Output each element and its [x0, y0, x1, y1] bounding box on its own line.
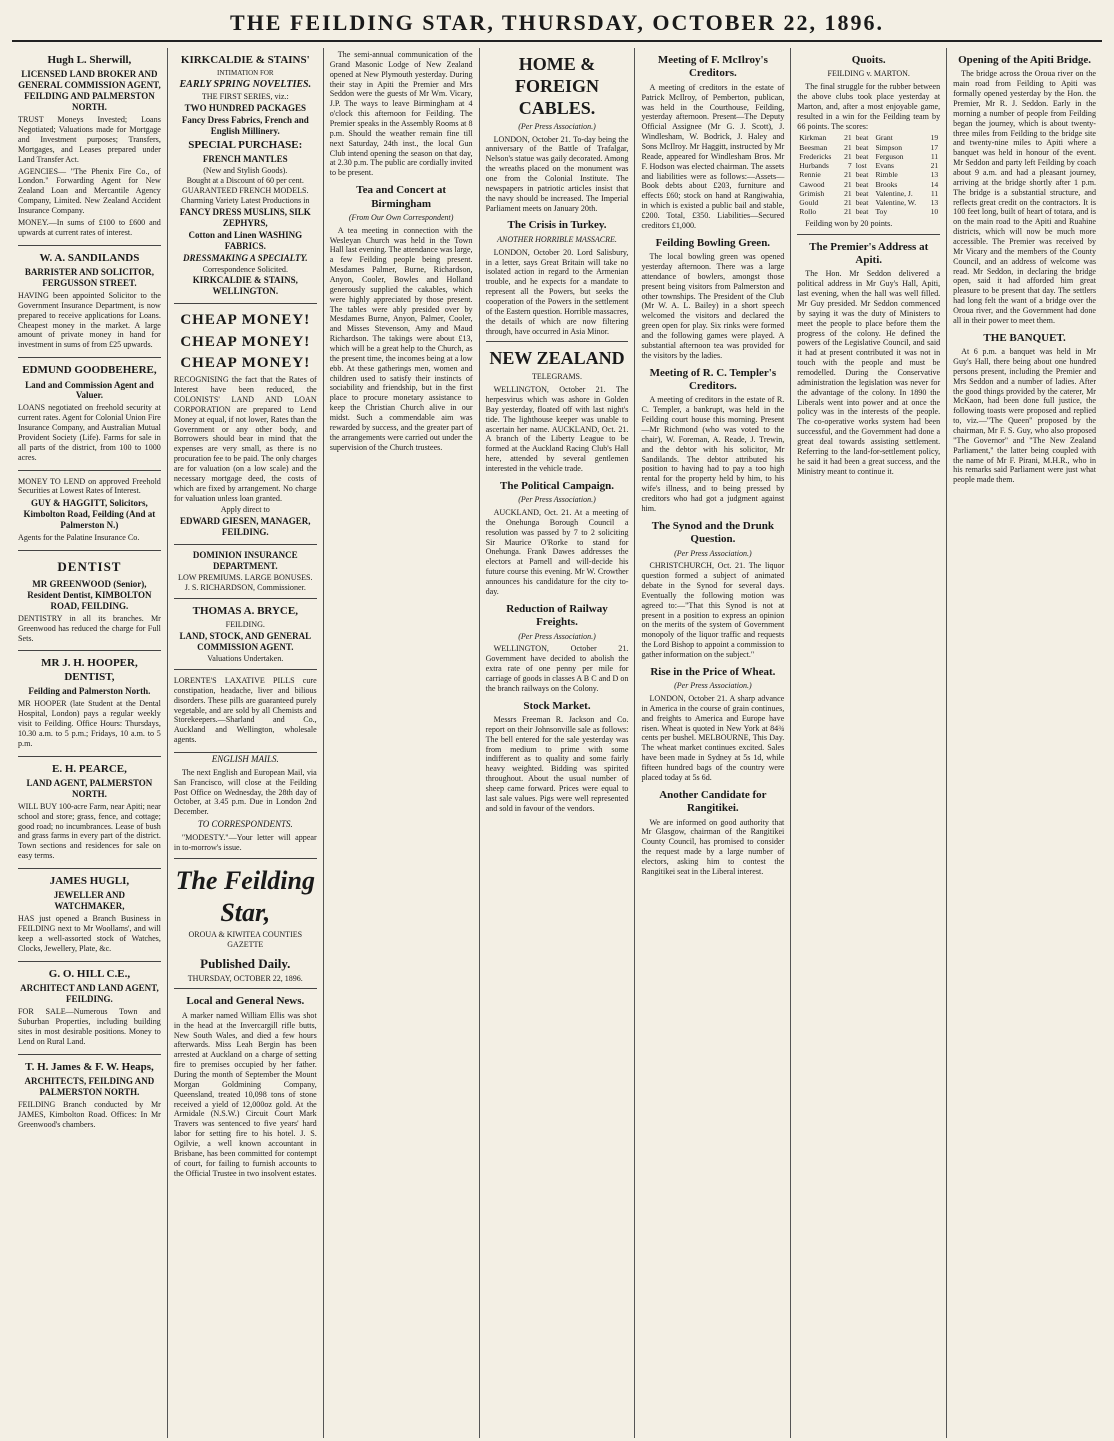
- ad-headline: CHEAP MONEY!: [180, 354, 311, 371]
- table-row: [797, 143, 940, 152]
- ad-line: Bought at a Discount of 60 per cent.: [186, 176, 304, 186]
- column-6: [791, 48, 947, 1438]
- published-daily: Published Daily.: [200, 955, 291, 971]
- section-heading: ENGLISH MAILS.: [211, 753, 279, 764]
- table-cell: Brooks: [875, 179, 898, 189]
- correspondents-text: "MODESTY."—Your letter will appear in to-morrow's issue.: [173, 833, 317, 853]
- table-cell: beat: [855, 170, 869, 180]
- table-cell: Grant: [875, 133, 893, 143]
- ad-hill: [18, 962, 161, 1055]
- ad-line: GUARANTEED FRENCH MODELS.: [181, 185, 309, 195]
- section-heading: The Political Campaign.: [500, 479, 614, 492]
- ad-title: Feilding and Palmerston North.: [28, 686, 151, 697]
- ad-headline: CHEAP MONEY!: [180, 333, 311, 350]
- section-subheading: ANOTHER HORRIBLE MASSACRE.: [497, 234, 617, 244]
- ad-pearce: [18, 757, 161, 870]
- section-subheading: (Per Press Association.): [518, 121, 596, 131]
- table-cell: 21: [844, 170, 852, 180]
- ad-body: RECOGNISING the fact that the Rates of Interest have been reduced, the COLONISTS' LAND AND LOAN CORPORATION are prepared to Lend Money at equal, if not lower, Rates than the Government or any other body, and Borrowers should bear in mind that the expenses are very small, as there is no procuration fee to be paid. The only charges are for valuation (on a low scale) and the necessary mortgage deed, the costs of which are fixed by arrangement. No charge for valuation unless loan granted.: [173, 375, 317, 503]
- ad-body: Valuations Undertaken.: [207, 654, 284, 664]
- section-heading: Quoits.: [851, 54, 886, 66]
- table-cell: 17: [930, 142, 939, 152]
- ad-name: G. O. HILL C.E.,: [48, 967, 131, 980]
- table-cell: 19: [930, 133, 939, 143]
- column-2: [168, 48, 324, 1438]
- news-text: A meeting of creditors in the estate of Patrick McIlroy, of Pemberton, publican, was held in the Courthouse, Feilding, yesterday afternoon. Present—The Deputy Official Assignee (Mr G. J. Scott), J. Windlesham, W. Bodrick, J. Haley and Sons McIlroy. Mr Haggitt, instructed by Mr Reade, appeared for Windlesham Bros. Mr F. Hodson was elected chairman. The assets and liabilities were as follows:—Assets—Book debts about £203, furniture and effects £60; stock on hand at Rangiwahia, in which is existed a public bail and stable, £200. Total, £350. Liabilities—Secured creditors £1,000.: [641, 82, 785, 230]
- news-text: We are informed on good authority that Mr Glasgow, chairman of the Rangitikei County Council, has promised to consider the request made by a large number of electors, asking him to contest the Rangitikei seat in the Liberal interest.: [641, 817, 785, 876]
- ad-name: THOMAS A. BRYCE,: [192, 604, 298, 617]
- section-subheading: (Per Press Association.): [518, 631, 596, 641]
- table-cell: beat: [855, 188, 869, 198]
- divider: [174, 858, 317, 859]
- ad-body: HAS just opened a Branch Business in FEILDING next to Mr Woollams', and will keep a well-assorted stock of Watches, Clocks, Jewellery, Plate, &c.: [18, 914, 161, 953]
- ad-title: BARRISTER AND SOLICITOR, FERGUSSON STREET.: [24, 267, 154, 288]
- ad-name: T. H. James & F. W. Heaps,: [25, 1060, 154, 1073]
- section-heading: The Synod and the Drunk Question.: [651, 519, 774, 546]
- table-cell: beat: [855, 133, 869, 143]
- section-subheading: (Per Press Association.): [674, 548, 752, 558]
- ad-title: ARCHITECTS, FEILDING AND PALMERSTON NORTH.: [24, 1075, 155, 1097]
- table-cell: beat: [855, 142, 869, 152]
- ad-name: KIRKCALDIE & STAINS': [180, 54, 310, 66]
- section-heading: Feilding Bowling Green.: [655, 236, 771, 249]
- table-cell: Gould: [799, 198, 819, 208]
- table-cell: beat: [855, 151, 869, 161]
- column-1: [12, 48, 168, 1438]
- news-text: LONDON, October 21. A sharp advance in America in the course of grain continues, and freights to America and Europe have risen. Wheat is quoted in New York at 84¾ cents per bushel. MELBOURNE, This Day. The wheat market continues excited. Sales have been made in Sydney at 5s 1d, while fifteen hundred bags of the country were placed today at 5s 6d.: [641, 694, 785, 782]
- ad-title: MONEY TO LEND on approved Freehold Securities at Lowest Rates of Interest.: [18, 476, 161, 496]
- table-row: [797, 170, 940, 179]
- divider: [486, 341, 629, 342]
- ad-sign: KIRKCALDIE & STAINS, WELLINGTON.: [192, 275, 298, 297]
- section-subheading: TELEGRAMS.: [532, 372, 582, 382]
- ad-agents: Agents for the Palatine Insurance Co.: [18, 533, 140, 543]
- table-row: [797, 161, 940, 170]
- ad-line: THE FIRST SERIES, viz.:: [201, 92, 289, 102]
- section-subheading: FEILDING v. MARTON.: [827, 69, 910, 79]
- table-cell: Ferguson: [875, 151, 904, 161]
- section-heading: TO CORRESPONDENTS.: [197, 819, 293, 830]
- table-row: [797, 180, 940, 189]
- ad-money: MONEY.—In sums of £100 to £600 and upwards at current rates of interest.: [18, 217, 161, 237]
- ad-line: (New and Stylish Goods).: [203, 166, 288, 176]
- news-text: At 6 p.m. a banquet was held in Mr Guy's Hall, there being about one hundred persons present, including the Premier and Mrs Seddon and a number of ladies. After the good things provided by the caterer, Mr McKaon, had been done full justice, the following toasts were proposed and replied to, viz.—"The Queen" proposed by the chairman, Mr F. S. Guy, who also proposed "The Governor" and "The New Zealand Parliament," the latter being coupled with the name of Mr F. Pirani, M.H.R., who in his remarks said Parliament were just what people made them.: [953, 347, 1097, 485]
- ad-name: E. H. PEARCE,: [51, 762, 127, 775]
- ad-guy-haggitt: [18, 471, 161, 551]
- ad-loc: FEILDING.: [225, 620, 265, 630]
- table-cell: 21: [844, 151, 852, 161]
- table-cell: Fredericks: [799, 151, 832, 161]
- table-cell: beat: [855, 179, 869, 189]
- section-heading: Meeting of R. C. Templer's Creditors.: [649, 366, 777, 392]
- section-heading: Reduction of Railway Freights.: [506, 602, 608, 629]
- ad-name: Hugh L. Sherwill,: [47, 54, 132, 66]
- section-heading: Another Candidate for Rangitikei.: [659, 788, 767, 815]
- news-text: CHRISTCHURCH, Oct. 21. The liquor question formed a subject of animated debate in the Synod for several days. Eventually the following motion was agreed to:—"That this Synod is not at present in a position to express an opinion on the merits of the system of Government monopoly of the liquor traffic and requests the Lord Bishop to appoint a commission to gather information on the subject.": [641, 561, 785, 659]
- ad-name: EDMUND GOODBEHERE,: [22, 364, 157, 377]
- table-cell: beat: [855, 207, 869, 217]
- table-cell: 21: [844, 179, 852, 189]
- section-heading: Opening of the Apiti Bridge.: [958, 54, 1092, 66]
- ad-body: LOANS negotiated on freehold security at current rates. Agent for Colonial Union Fire Insurance Company, and Australian Mutual Provident Society (Life). Farms for sale in all parts of the district, from 100 to 1000 acres.: [18, 403, 161, 462]
- ad-line: DRESSMAKING A SPECIALTY.: [182, 252, 308, 263]
- local-news-text: A marker named William Ellis was shot in the head at the Invercargill rifle butts, New South Wales, and died a few hours afterwards. Miss Leah Bergin has been arrested at Auckland on a charge of setting fire to premises occupied by her father. During the month of September the Mount Morgan Goldmining Company, Queensland, treated 10,098 tons of stone received a yield of 12,000oz gold. At the Armidale (N.S.W.) Circuit Court Mark Travers was sentenced to five years' hard labor for setting fire to his hotel. J. S. Ogilvie, a well known accountant in Brisbane, has been committed for contempt of court, for failing to furnish accounts to the Official Trustee in two insolvent estates.: [173, 1010, 317, 1178]
- issue-date: THURSDAY, OCTOBER 22, 1896.: [187, 973, 303, 983]
- ad-sandilands: [18, 246, 161, 359]
- section-heading: The Premier's Address at Apiti.: [809, 240, 929, 266]
- ad-lorente: [174, 670, 317, 753]
- news-text: A tea meeting in connection with the Wesleyan Church was held in the Town Hall last evening. The attendance was large, a few Feilding people being present. Mesdames Palmer, Burne, Richardson, Anyon, Cooler, Bowles and Holland generously supplied the cakables, which were highly appreciated by those present. The tables were ably presided over by Mesdames Burne, Anyon, Palmer, Cooler, and Misses Stevenson, Amy and Maud Richardson. The takings were about £13, which will be a great help to the Church, as the present time, the incomes being at a low ebb. At these gatherings men, women and children used to satisfy their instincts of sociability and friendship, but in the first place to procure monetary assistance to keep the Christian Church alive in our midst. Such a commendable aim was rewarded by success, and the greater part of the arrangements were carried out under the supervision of the Church trustees.: [329, 225, 473, 452]
- column-3: [324, 48, 480, 1438]
- ad-greenwood: [18, 551, 161, 651]
- ad-line: FANCY DRESS MUSLINS, SILK ZEPHYRS,: [179, 206, 311, 228]
- table-row: [797, 198, 940, 207]
- ad-title: LAND, STOCK, AND GENERAL COMMISSION AGENT.: [179, 631, 312, 653]
- table-cell: Kirkman: [799, 133, 827, 143]
- quoits-scores-table: [797, 133, 940, 216]
- ad-bryce: [174, 599, 317, 670]
- table-cell: Rimble: [875, 170, 898, 180]
- ad-body: WILL BUY 100-acre Farm, near Apiti; near school and store; grass, fence, and cottage; good road; no incumbrances. Lease of bush and grass farms in every part of the district. Town sections and residences for sale on easy terms.: [18, 801, 161, 861]
- table-cell: Toy: [875, 207, 888, 217]
- ad-sub: LOW PREMIUMS. LARGE BONUSES.: [178, 573, 313, 583]
- section-heading: HOME & FOREIGN CABLES.: [515, 54, 600, 118]
- table-cell: 13: [930, 198, 939, 208]
- ad-name: MR GREENWOOD (Senior), Resident Dentist, KIMBOLTON ROAD, FEILDING.: [27, 578, 152, 611]
- table-cell: Valentine, J.: [875, 188, 913, 198]
- table-cell: Rennie: [799, 170, 821, 180]
- ad-line: Correspondence Solicited.: [202, 264, 288, 274]
- ad-sub: INTIMATION FOR: [216, 69, 274, 78]
- news-text: The local bowling green was opened yesterday afternoon. There was a large attendance of bowlers, amongst those present being visitors from Palmerston and other townships. The President of the Club (Mr W. A. L. Bailey) in a short speech welcomed the visitors and declared the green open for play. Six rinks were formed and the following games were played. A substantial afternoon tea was provided for the visitors by the ladies.: [641, 252, 785, 360]
- divider: [174, 988, 317, 989]
- table-cell: 11: [930, 188, 939, 198]
- ad-title: LICENSED LAND BROKER AND GENERAL COMMISSION AGENT, FEILDING AND PALMERSTON NORTH.: [18, 69, 161, 113]
- ad-title: JEWELLER AND WATCHMAKER,: [53, 890, 126, 912]
- news-text: A meeting of creditors in the estate of R. C. Templer, a bankrupt, was held in the Feilding court house this morning. Present—Mr Richmond (who was voted to the chair), W. Foreman, A. Reade, J. Trewin, and the debtor with his solicitor, Mr Sandilands. The debtor attributed his position to having had to pay a too high rental for the property held by him, to his wife's illness, and to being pressed by creditors who had got a judgment against him.: [641, 395, 785, 513]
- table-cell: Cawood: [799, 179, 825, 189]
- section-subheading: (Per Press Association.): [518, 495, 596, 505]
- news-text: The Hon. Mr Seddon delivered a political address in Mr Guy's Hall, Apiti, last evening, when the hall was well filled. Mr Guy presided. Mr Seddon commenced by saying it was the duty of Ministers to meet the people to place before them the progress of the colony. He defined the powers of the Legislative Council, and said it had at present contributed it was not in touch with the people and must be remodelled. During the Conservative administration the legislation was never for the advantage of the colony. In 1890 the Liberals went into power and at once the policy was in the interests of the people. The co-operative works system had been successful, and the Government had done a great deal towards assisting settlement. Referring to the land-for-settlement policy, he said it had been a great success, and the Ministry meant to continue it.: [797, 269, 941, 476]
- ad-goodbehere: [18, 358, 161, 471]
- section-heading: NEW ZEALAND: [489, 348, 625, 369]
- ad-title: ARCHITECT AND LAND AGENT, FEILDING.: [20, 983, 159, 1005]
- ad-cheap-money: [174, 304, 317, 545]
- ad-body: LORENTE'S LAXATIVE PILLS cure constipation, headache, liver and bilious disorders. These pills are guaranteed purely vegetable, and are sold by all Chemists and Storekeepers.—Sharland and Co., Auckland and Wellington, wholesale agents.: [173, 675, 317, 745]
- table-cell: 14: [930, 179, 939, 189]
- ad-line: TWO HUNDRED PACKAGES: [184, 102, 306, 113]
- news-text: The semi-annual communication of the Grand Masonic Lodge of New Zealand opened at New Plymouth yesterday. During their stay in Apiti the Premier and Mrs Seddon were the guests of Mr Wm. Vicary, J.P. The ways to leave Birmingham at 4 o'clock this afternoon for Feilding. The Premier speaks in the Assembly Rooms at 8 p.m. Should the weather remain fine till next Saturday, 24th inst., the local Gun Club intend opening the season on that day, at 2.30 p.m. The public are cordially invited to be present.: [329, 50, 473, 178]
- news-text: The final struggle for the rubber between the above clubs took place yesterday at Marton, and, after a most enjoyable game, resulted in a win for the Feilding team by 66 points. The scores:: [797, 82, 941, 131]
- table-cell: Valentine, W.: [875, 198, 917, 208]
- masthead: THE FEILDING STAR, THURSDAY, OCTOBER 22, 1896.: [12, 10, 1102, 42]
- table-cell: 21: [844, 207, 852, 217]
- ad-kirkcaldie: [174, 48, 317, 304]
- table-row: [797, 133, 940, 142]
- table-cell: Evans: [875, 161, 894, 171]
- section-heading: Local and General News.: [186, 995, 305, 1008]
- section-subheading: (Per Press Association.): [674, 681, 752, 691]
- ad-body: FEILDING Branch conducted by Mr JAMES, Kimbolton Road. Offices: In Mr Greenwood's chambers.: [18, 1099, 161, 1129]
- ad-hooper: [18, 651, 161, 756]
- column-7: [947, 48, 1102, 1438]
- section-subheading: (From Our Own Correspondent): [348, 212, 454, 222]
- table-row: [797, 152, 940, 161]
- ad-name: GUY & HAGGITT, Solicitors, Kimbolton Road, Feilding (And at Palmerston N.): [23, 498, 156, 531]
- newspaper-logo: The Feilding Star,: [175, 865, 315, 927]
- ad-name: JAMES HUGLI,: [49, 875, 130, 887]
- section-heading: Tea and Concert at Birmingham: [356, 184, 447, 210]
- ad-hugli: [18, 869, 161, 962]
- ad-body: FOR SALE—Numerous Town and Suburban Properties, including building sites in most desirable positions. Money to Lend on Rural Land.: [18, 1007, 161, 1046]
- ad-title: LAND AGENT, PALMERSTON NORTH.: [26, 777, 153, 799]
- table-cell: beat: [855, 198, 869, 208]
- table-cell: 21: [844, 188, 852, 198]
- ad-line: FRENCH MANTLES: [202, 154, 288, 165]
- section-heading: Rise in the Price of Wheat.: [650, 665, 776, 678]
- ad-line: Charming Variety Latest Productions in: [181, 195, 310, 205]
- column-4: [480, 48, 636, 1438]
- ad-name: MR J. H. HOOPER, DENTIST,: [41, 657, 138, 683]
- section-heading: Stock Market.: [523, 699, 591, 712]
- section-heading: Meeting of F. McIlroy's Creditors.: [657, 54, 768, 80]
- ad-title: Land and Commission Agent and Valuer.: [25, 379, 154, 401]
- ad-sign: J. S. RICHARDSON, Commissioner.: [184, 583, 306, 592]
- ad-line: Cotton and Linen WASHING FABRICS.: [188, 229, 303, 251]
- ad-body: TRUST Moneys Invested; Loans Negotiated; Valuations made for Mortgage and Investment purposes; Transfers, Mortgages, and Leases prepared under Land Transfer Act.: [18, 115, 161, 164]
- table-cell: 21: [844, 198, 852, 208]
- ad-body: HAVING been appointed Solicitor to the Government Insurance Department, is now prepared to receive applications for Loans. Cheapest money in the market. A large amount of private money in hand for investment in sums of from £25 upwards.: [18, 290, 161, 350]
- news-text: WELLINGTON, October 21. The herpesvirus which was ashore in Golden Bay yesterday, floated off with last night's tide. The lighthouse keeper was unable to ascertain her name. AUCKLAND, Oct. 21. A branch of the Liberty League to be formed at the Auckland Racing Club's Hall here, attended by several gentlemen interested in the vehicle trade.: [485, 385, 629, 473]
- ad-sherwill: [18, 48, 161, 246]
- ad-title: DOMINION INSURANCE DEPARTMENT.: [192, 550, 298, 572]
- table-cell: 21: [844, 133, 852, 143]
- quoits-total: Feilding won by 20 points.: [805, 218, 893, 228]
- table-cell: Hurbands: [799, 161, 829, 171]
- mails-text: The next English and European Mail, via San Francisco, will close at the Feilding Post Office on Wednesday, the 28th day of October, at 3.45 p.m. Due in London 2nd December.: [173, 767, 317, 817]
- table-cell: lost: [855, 161, 867, 171]
- dentist-banner: DENTIST: [57, 559, 122, 575]
- ad-insurance: [174, 545, 317, 599]
- ad-headline: CHEAP MONEY!: [180, 312, 311, 329]
- column-5: [635, 48, 791, 1438]
- table-cell: 21: [930, 161, 939, 171]
- ad-body: DENTISTRY in all its branches. Mr Greenwood has reduced the charge for Full Sets.: [18, 613, 161, 643]
- news-text: Messrs Freeman R. Jackson and Co. report on their Johnsonville sale as follows: The bell entered for the sale yesterday was from medium to prime with some indifferent as to quality and some fairly heavy weighted. Bidding was spirited throughout. About the usual number of sheep came forward. Prices were equal to last sale values. Pigs were well represented and sold in favour of the vendors.: [485, 714, 629, 813]
- logo-subtitle: OROUA & KIWITEA COUNTIES GAZETTE: [188, 930, 303, 950]
- ad-name: W. A. SANDILANDS: [39, 251, 140, 264]
- table-cell: 7: [847, 161, 852, 171]
- table-cell: Simpson: [875, 142, 903, 152]
- section-heading: The Crisis in Turkey.: [507, 219, 607, 232]
- news-text: The bridge across the Oroua river on the main road from Feilding to Apiti was formally opened yesterday by the Hon. the Premier, Mr R. J. Seddon. Early in the morning a number of people from Feilding began the journey, which is about twenty-three miles from Feilding to the bridge site and twenty-nine miles to Apiti where a banquet was held in honour of the event. Mr Seddon and party left Feilding by coach about 9 a.m. and had a pleasant journey, arriving at the bridge shortly after 1 p.m. The bridge is a substantial structure, and reflects great credit on the contractors. It is 100 feet long, built of heart of totara, and is on the main road to the Apiti and Ruahine districts, which will now be much more accessible. The Premier was received by Mr Vicary and the members of the County Council, and an address of welcome was read. Mr Seddon, in declaring the bridge open, said it had afforded him great pleasure to be present that day. The settlers had long felt the want of a bridge over the Oroua river, and the Government had done all in their power to meet them.: [953, 69, 1097, 325]
- ad-sign: EDWARD GIESEN, MANAGER, FEILDING.: [180, 516, 311, 538]
- ad-title: EARLY SPRING NOVELTIES.: [179, 78, 312, 90]
- ad-body: MR HOOPER (late Student at the Dental Hospital, London) pays a regular weekly visit to Feilding. Office Hours: Thursdays, 10.30 a.m. to 5 p.m.; Fridays, 10 a.m. to 5 p.m.: [18, 699, 161, 748]
- table-row: [797, 207, 940, 216]
- ad-line: Fancy Dress Fabrics, French and English Millinery.: [181, 114, 309, 136]
- table-cell: Beesman: [799, 142, 828, 152]
- divider: [797, 234, 940, 235]
- table-cell: 13: [930, 170, 939, 180]
- table-cell: 11: [930, 151, 939, 161]
- table-cell: Rollo: [799, 207, 817, 217]
- ad-james-heaps: [18, 1055, 161, 1137]
- news-text: LONDON, October 21. To-day being the anniversary of the Battle of Trafalgar, Nelson's statue was gaily decorated. Among the wreaths placed on the monument was one from the Colonial Institute. The newspapers in patriotic articles insist that the navy should be increased. The Imperial Parliament meets on January 20th.: [485, 134, 629, 213]
- ad-agencies: AGENCIES— "The Phenix Fire Co., of London." Forwarding Agent for New Zealand Loan and Mercantile Agency Company, Limited. New Zealand Accident Insurance Company.: [18, 166, 161, 216]
- ad-apply: Apply direct to: [220, 505, 270, 515]
- column-container: [12, 48, 1102, 1438]
- section-heading: THE BANQUET.: [983, 331, 1066, 344]
- table-cell: Grimish: [799, 188, 825, 198]
- news-text: WELLINGTON, October 21. Government have decided to abolish the extra rate of one penny per mile for carriage of goods in classes A B C and D on the branch railways on the Colony.: [485, 644, 629, 693]
- table-cell: 21: [844, 142, 852, 152]
- news-text: AUCKLAND, Oct. 21. At a meeting of the Onehunga Borough Council a resolution was passed by 7 to 2 soliciting Sir Maurice O'Rorke to stand for Onehunga. Frank Dawes addresses the electors at Parnell and will-decide his future course this evening. Mr W. Crowther announces his candidature for the city to-day.: [485, 507, 629, 596]
- table-cell: 10: [930, 207, 939, 217]
- news-text: LONDON, October 20. Lord Salisbury, in a letter, says Great Britain will take no isolated action in regard to the Armenian trouble, and he expects for a mandate to represent all the Powers, but seeks the cooperation of the Powers in the settlement of the Eastern question. Horrible massacres, the details of which are now filtering through, have occurred in Asia Minor.: [485, 247, 629, 336]
- table-row: [797, 189, 940, 198]
- ad-line: SPECIAL PURCHASE:: [188, 138, 303, 151]
